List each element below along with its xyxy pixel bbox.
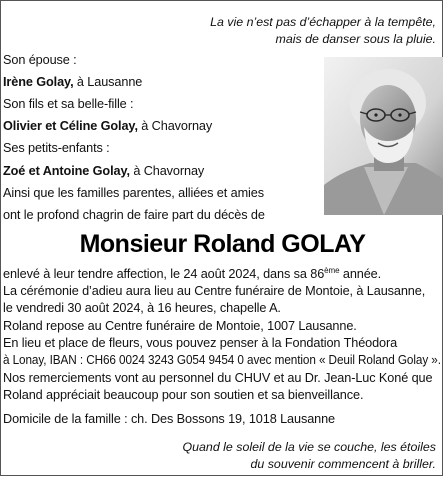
family-address: Domicile de la famille : ch. Des Bossons 19, 1018 Lausanne [3,412,336,426]
portrait-photo [324,57,443,215]
ordinal-suffix: ème [324,266,340,275]
spouse-name: Irène Golay, [3,75,74,89]
son-line [3,119,212,134]
grandchildren-line [3,164,204,179]
spouse-place: à Lausanne [73,75,143,89]
spouse-line [3,75,142,90]
body-line-7: Nos remerciements vont au personnel du CHUV et au Dr. Jean-Luc Koné que [3,371,433,385]
opening-quote [210,14,436,47]
body-line-2: La cérémonie d’adieu aura lieu au Centre funéraire de Montoie, à Lausanne, [3,284,426,298]
closing-quote-line-1: Quand le soleil de la vie se couche, les étoiles [182,440,436,454]
son-place: à Chavornay [137,119,213,133]
body-line-3: le vendredi 30 août 2024, à 16 heures, chapelle A. [3,301,281,315]
closing-quote-line-2: du souvenir commencent à briller. [250,456,436,471]
body-line-1-text: enlevé à leur tendre affection, le 24 août 2024, dans sa 86 [3,267,325,281]
deceased-name: Monsieur Roland GOLAY [79,230,366,258]
relatives-line: Ainsi que les familles parentes, alliées et amies [3,186,264,200]
body-line-8: Roland appréciait beaucoup pour son soutien et sa bienveillance. [3,388,364,402]
body-line-6: à Lonay, IBAN : CH66 0024 3243 G054 9454 0 avec mention « Deuil Roland Golay ». [3,353,441,367]
grandchildren-names: Zoé et Antoine Golay, [3,164,130,178]
grandchildren-label: Ses petits-enfants : [3,141,110,155]
grandchildren-place: à Chavornay [129,164,205,178]
spouse-label: Son épouse : [3,53,77,67]
body-line-4: Roland repose au Centre funéraire de Montoie, 1007 Lausanne. [3,319,357,333]
body-line-1-end: année. [339,267,382,281]
announcement-line: ont le profond chagrin de faire part du décès de [3,208,265,222]
body-line-5: En lieu et place de fleurs, vous pouvez penser à la Fondation Théodora [3,336,398,350]
body-line-1 [3,267,381,282]
opening-quote-line-2: mais de danser sous la pluie. [275,31,436,46]
closing-quote [183,439,436,472]
son-names: Olivier et Céline Golay, [3,119,138,133]
portrait-photo-image [324,57,443,215]
son-label: Son fils et sa belle-fille : [3,97,134,111]
opening-quote-line-1: La vie n’est pas d’échapper à la tempête, [210,15,436,29]
